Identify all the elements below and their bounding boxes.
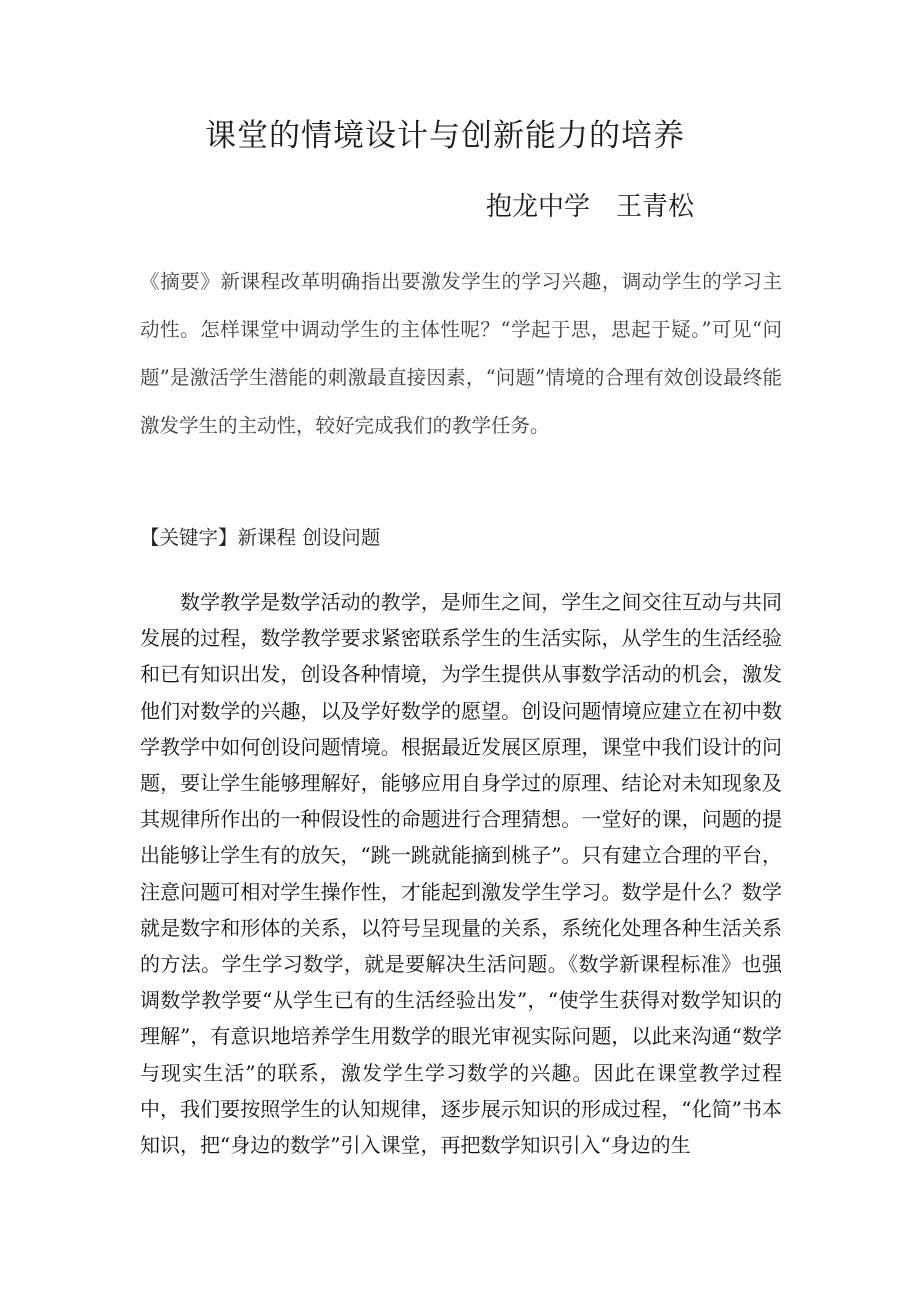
author-line: 抱龙中学 王青松 xyxy=(486,192,695,222)
page-title: 课堂的情境设计与创新能力的培养 xyxy=(205,118,685,154)
keywords-line: 【关键字】新课程 创设问题 xyxy=(140,526,381,549)
abstract-paragraph: 《摘要》新课程改革明确指出要激发学生的学习兴趣，调动学生的学习主动性。怎样课堂中调动学生的主体性呢？“学起于思，思起于疑。”可见“问题”是激活学生潜能的刺激最直接因素，“问题”情境的合理有效创设最终能激发学生的主动性，较好完成我们的教学任务。 xyxy=(140,270,782,437)
body-paragraph: 数学教学是数学活动的教学，是师生之间，学生之间交往互动与共同发展的过程，数学教学要求紧密联系学生的生活实际，从学生的生活经验和已有知识出发，创设各种情境，为学生提供从事数学活动的机会，激发他们对数学的兴趣，以及学好数学的愿望。创设问题情境应建立在初中数学教学中如何创设问题情境。根据最近发展区原理，课堂中我们设计的问题，要让学生能够理解好，能够应用自身学过的原理、结论对未知现象及其规律所作出的一种假设性的命题进行合理猜想。一堂好的课，问题的提出能够让学生有的放矢，“跳一跳就能摘到桃子”。只有建立合理的平台，注意问题可相对学生操作性，才能起到激发学生学习。数学是什么？数学就是数字和形体的关系，以符号呈现量的关系，系统化处理各种生活关系的方法。学生学习数学，就是要解决生活问题。《数学新课程标准》也强调数学教学要“从学生已有的生活经验出发”，“使学生获得对数学知识的理解”，有意识地培养学生用数学的眼光审视实际问题，以此来沟通“数学与现实生活”的联系，激发学生学习数学的兴趣。因此在课堂教学过程中，我们要按照学生的认知规律，逐步展示知识的形成过程，“化简”书本知识，把“身边的数学”引入课堂，再把数学知识引入“身边的生 xyxy=(140,590,782,1158)
